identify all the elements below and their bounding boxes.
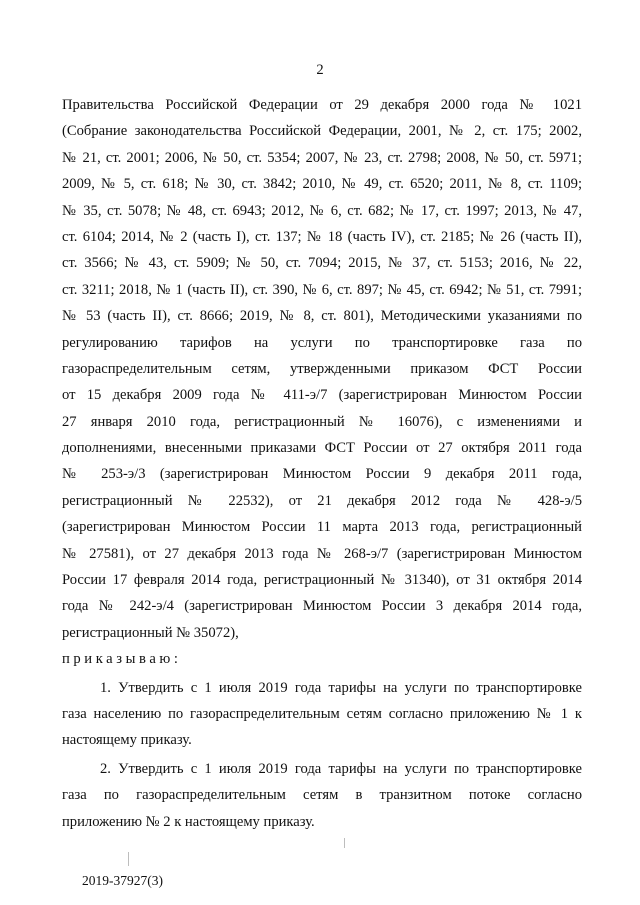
- text-line: (зарегистрирован Минюстом России 11 марта 2013 года, регистрационный: [62, 519, 582, 536]
- page-number: 2: [316, 62, 324, 78]
- text-line: № 35, ст. 5078; № 48, ст. 6943; 2012, № 6, ст. 682; № 17, ст. 1997; 2013, № 47,: [62, 202, 582, 219]
- item-2-paragraph: [62, 756, 582, 835]
- text-line: № 53 (часть II), ст. 8666; 2019, № 8, ст. 801), Методическими указаниями по: [62, 308, 582, 325]
- text-line: от 15 декабря 2009 года № 411-э/7 (зарегистрирован Минюстом России: [62, 387, 582, 404]
- text-line: дополнениями, внесенными приказами ФСТ России от 27 октября 2011 года: [62, 440, 582, 457]
- text-line: ст. 6104; 2014, № 2 (часть I), ст. 137; № 18 (часть IV), ст. 2185; № 26 (часть II),: [62, 228, 582, 245]
- text-line: 27 января 2010 года, регистрационный № 16076), с изменениями и: [62, 413, 582, 430]
- text-line: Правительства Российской Федерации от 29 декабря 2000 года № 1021: [62, 97, 582, 113]
- scan-artifact: [344, 838, 345, 848]
- item-1-paragraph: [62, 675, 582, 754]
- text-line: ст. 3211; 2018, № 1 (часть II), ст. 390, № 6, ст. 897; № 45, ст. 6942; № 51, ст. 7991;: [62, 281, 582, 298]
- text-line: ст. 3566; № 43, ст. 5909; № 50, ст. 7094; 2015, № 37, ст. 5153; 2016, № 22,: [62, 255, 582, 272]
- text-line: 2. Утвердить с 1 июля 2019 года тарифы на услуги по транспортировке: [100, 760, 582, 777]
- text-line: 1. Утвердить с 1 июля 2019 года тарифы на услуги по транспортировке: [100, 679, 582, 696]
- text-line: № 253-э/3 (зарегистрирован Минюстом России 9 декабря 2011 года,: [62, 466, 582, 483]
- scan-artifact: [128, 852, 129, 866]
- document-body: [62, 92, 582, 835]
- text-line: газа по газораспределительным сетям в транзитном потоке согласно: [62, 787, 582, 804]
- text-line: (Собрание законодательства Российской Федерации, 2001, № 2, ст. 175; 2002,: [62, 123, 582, 140]
- text-line: газораспределительным сетям, утвержденными приказом ФСТ России: [62, 360, 582, 377]
- text-line: приложению № 2 к настоящему приказу.: [62, 813, 315, 830]
- text-line: № 27581), от 27 декабря 2013 года № 268-э/7 (зарегистрирован Минюстом: [62, 545, 582, 562]
- text-line: регулированию тарифов на услуги по транспортировке газа по: [62, 334, 582, 351]
- text-line: года № 242-э/4 (зарегистрирован Минюстом России 3 декабря 2014 года,: [62, 598, 582, 615]
- orders-word: приказываю:: [62, 651, 182, 668]
- text-line: газа населению по газораспределительным сетям согласно приложению № 1 к: [62, 705, 582, 722]
- document-code: 2019-37927(3): [82, 873, 163, 888]
- text-line: регистрационный № 22532), от 21 декабря 2012 года № 428-э/5: [62, 492, 582, 509]
- text-line: настоящему приказу.: [62, 732, 192, 749]
- text-line: России 17 февраля 2014 года, регистрационный № 31340), от 31 октября 2014: [62, 572, 582, 589]
- preamble-paragraph: [62, 92, 582, 646]
- text-line: 2009, № 5, ст. 618; № 30, ст. 3842; 2010, № 49, ст. 6520; 2011, № 8, ст. 1109;: [62, 176, 582, 193]
- text-line: № 21, ст. 2001; 2006, № 50, ст. 5354; 2007, № 23, ст. 2798; 2008, № 50, ст. 5971;: [62, 149, 582, 166]
- text-line: регистрационный № 35072),: [62, 624, 239, 641]
